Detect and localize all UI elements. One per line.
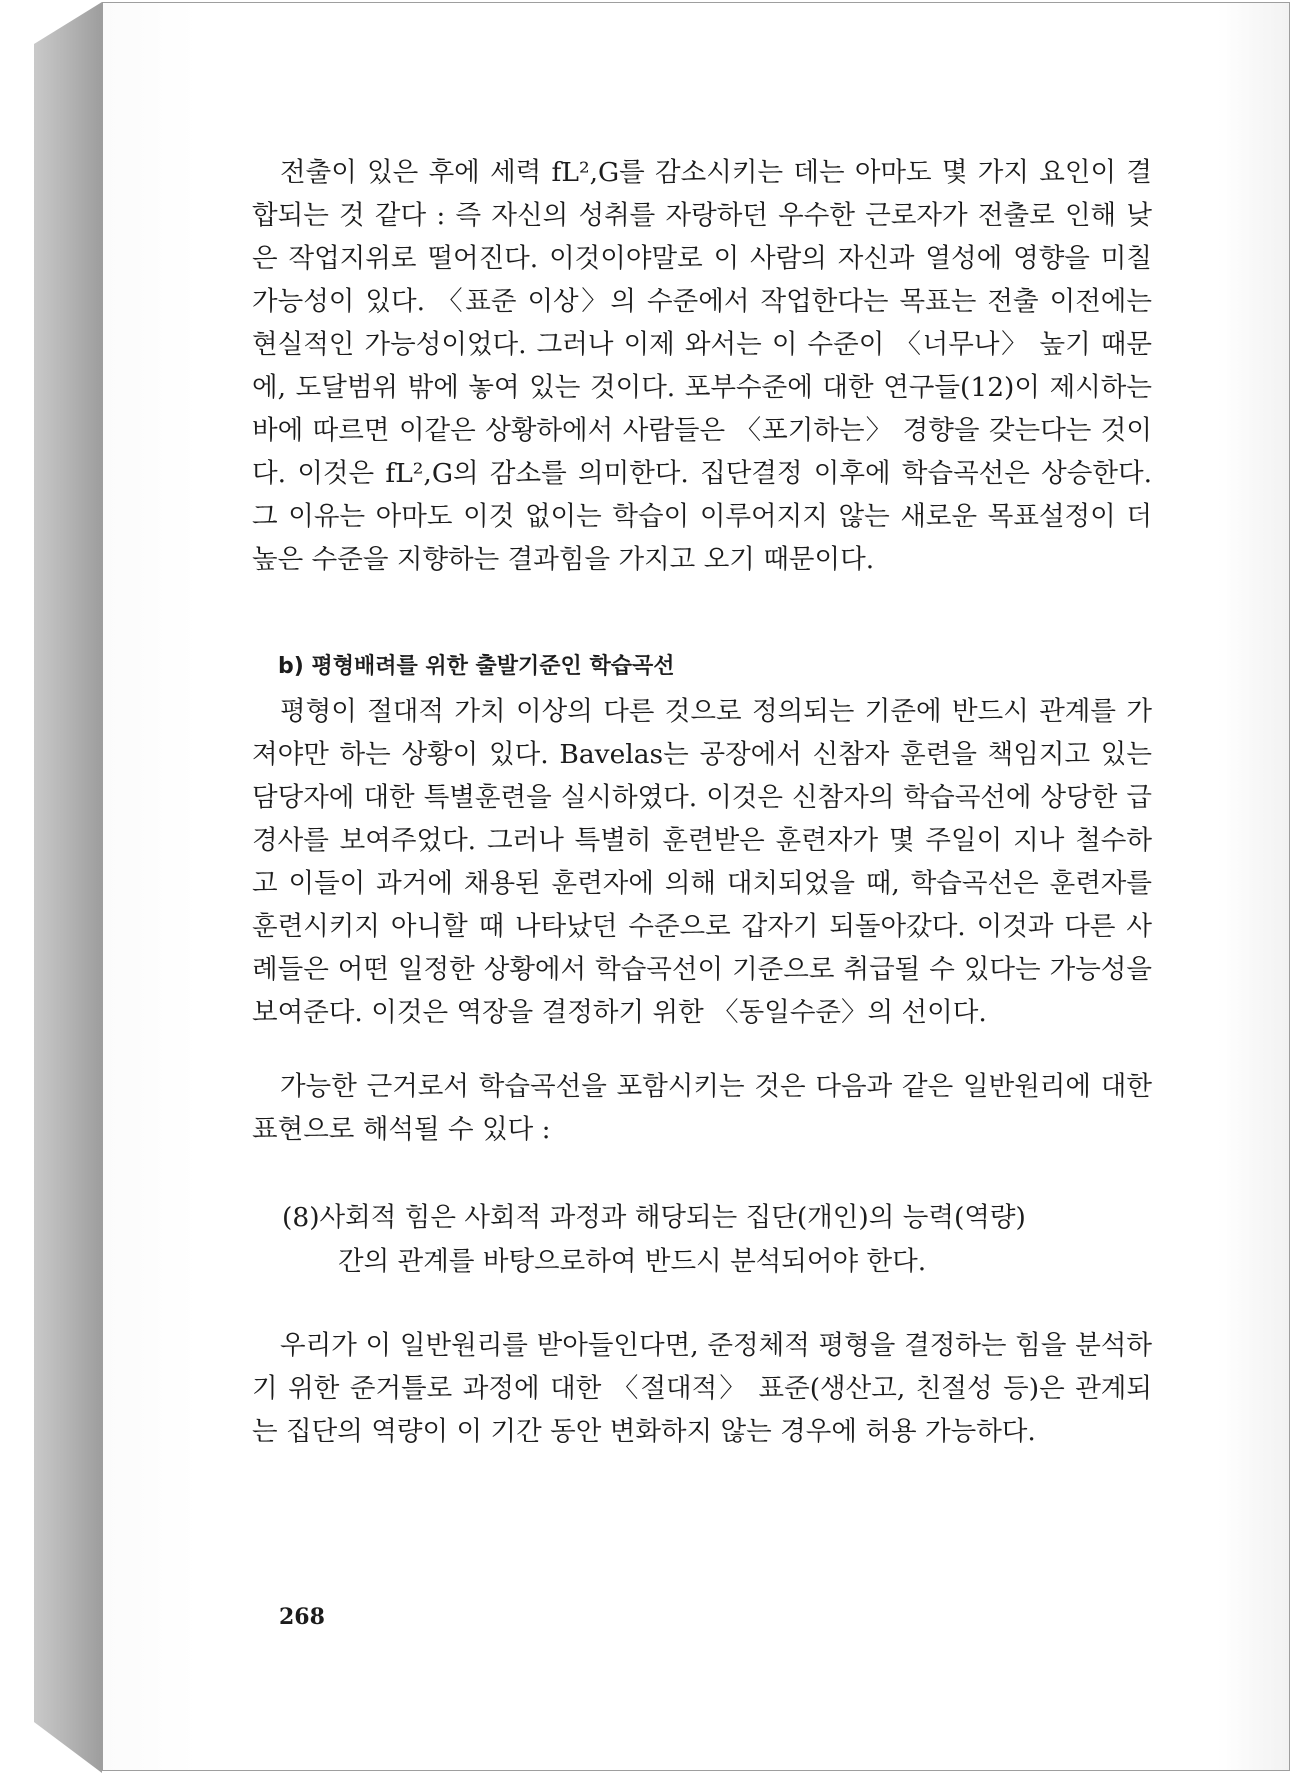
paragraph-1: 전출이 있은 후에 세력 fL²,G를 감소시키는 데는 아마도 몇 가지 요인이 결합되는 것 같다 : 즉 자신의 성취를 자랑하던 우수한 근로자가 전출로 인해 낮은 작업지위로 떨어진다. 이것이야말로 이 사람의 자신과 열성에 영향을 미칠 가능성이 있다. 〈표준 이상〉의 수준에서 작업한다는 목표는 전출 이전에는 현실적인 가능성이었다. 그러나 이제 와서는 이 수준이 〈너무나〉 높기 때문에, 도달범위 밖에 놓여 있는 것이다. 포부수준에 대한 연구들(12)이 제시하는 바에 따르면 이같은 상황하에서 사람들은 〈포기하는〉 경향을 갖는다는 것이다. 이것은 fL²,G의 감소를 의미한다. 집단결정 이후에 학습곡선은 상승한다. 그 이유는 아마도 이것 없이는 학습이 이루어지지 않는 새로운 목표설정이 더 높은 수준을 지향하는 결과힘을 가지고 오기 때문이다. xyxy=(252,157,1152,575)
paragraph-3: 가능한 근거로서 학습곡선을 포함시키는 것은 다음과 같은 일반원리에 대한 표현으로 해석될 수 있다 : xyxy=(252,1071,1152,1145)
principle-block xyxy=(282,1196,1152,1284)
page-number: 268 xyxy=(279,1604,325,1630)
book-spine xyxy=(34,2,102,1773)
principle-line-1: 사회적 힘은 사회적 과정과 해당되는 집단(개인)의 능력(역량) xyxy=(319,1202,1026,1233)
principle-line-2: 간의 관계를 바탕으로하여 반드시 분석되어야 한다. xyxy=(338,1246,927,1277)
paragraph-2: 평형이 절대적 가치 이상의 다른 것으로 정의되는 기준에 반드시 관계를 가져야만 하는 상황이 있다. Bavelas는 공장에서 신참자 훈련을 책임지고 있는 담당자에 대한 특별훈련을 실시하였다. 이것은 신참자의 학습곡선에 상당한 급경사를 보여주었다. 그러나 특별히 훈련받은 훈련자가 몇 주일이 지나 철수하고 이들이 과거에 채용된 훈련자에 의해 대치되었을 때, 학습곡선은 훈련자를 훈련시키지 아니할 때 나타났던 수준으로 갑자기 되돌아갔다. 이것과 다른 사례들은 어떤 일정한 상황에서 학습곡선이 기준으로 취급될 수 있다는 가능성을 보여준다. 이것은 역장을 결정하기 위한 〈동일수준〉의 선이다. xyxy=(252,696,1152,1028)
section-heading: b) 평형배려를 위한 출발기준인 학습곡선 xyxy=(278,654,675,679)
principle-number: (8) xyxy=(282,1202,320,1233)
paragraph-4: 우리가 이 일반원리를 받아들인다면, 준정체적 평형을 결정하는 힘을 분석하기 위한 준거틀로 과정에 대한 〈절대적〉 표준(생산고, 친절성 등)은 관계되는 집단의 역량이 이 기간 동안 변화하지 않는 경우에 허용 가능하다. xyxy=(252,1330,1152,1447)
